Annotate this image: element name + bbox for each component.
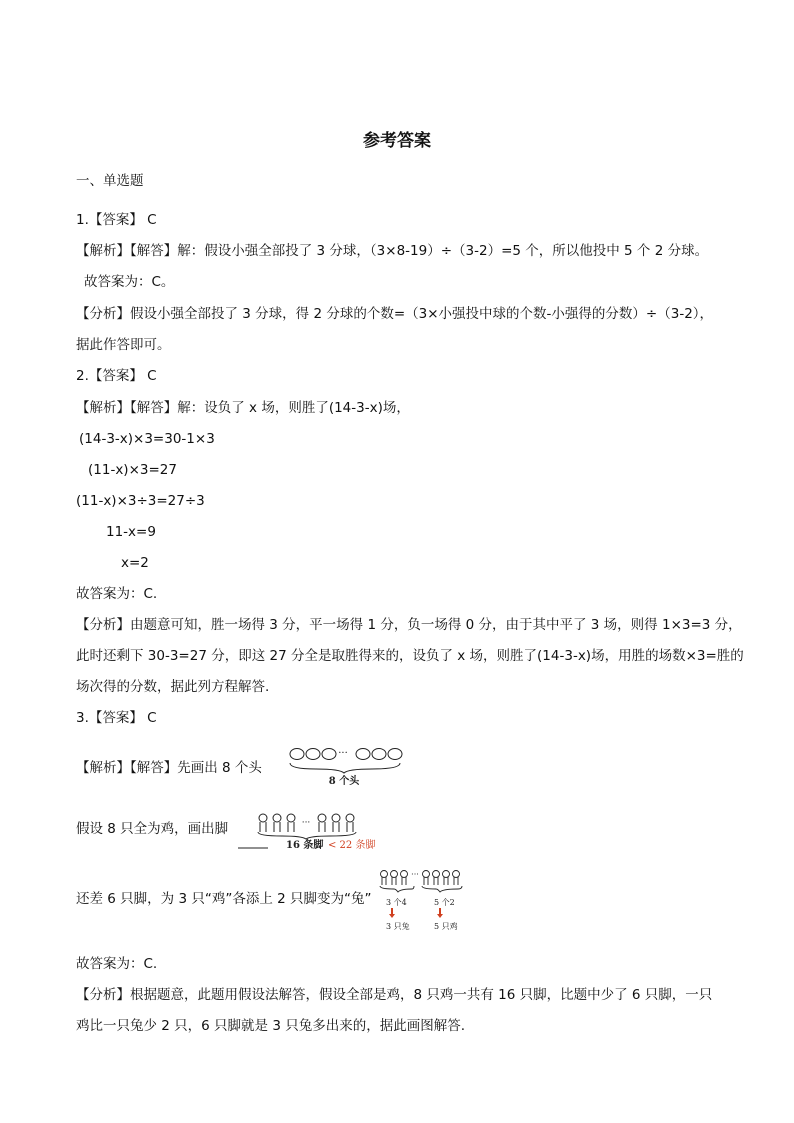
q2-equation-2: (11-x)×3=27 (88, 462, 177, 478)
q2-analysis-line2: 此时还剩下 30-3=27 分，即这 27 分全是取胜得来的，设负了 x 场，则胜了(14-3-x)场，用胜的场数×3=胜的 (76, 648, 744, 664)
heads-diagram (286, 743, 406, 785)
q2-explanation: 【解析】【解答】解：设负了 x 场，则胜了(14-3-x)场， (76, 400, 410, 416)
q3-answer: 3.【答案】 C (76, 710, 157, 726)
svg-text:···: ··· (301, 818, 311, 828)
q3-step1: 【解析】【解答】先画出 8 个头 (76, 760, 262, 776)
page-title: 参考答案 (363, 131, 431, 151)
q1-result: 故答案为：C。 (84, 274, 175, 290)
heads-label: 8 个头 (328, 776, 360, 787)
q2-equation-5: x=2 (121, 555, 149, 571)
q1-analysis-line2: 据此作答即可。 (76, 337, 171, 353)
q3-analysis-line2: 鸡比一只兔少 2 只，6 只脚就是 3 只兔多出来的，据此画图解答. (76, 1018, 466, 1034)
q1-explanation: 【解析】【解答】解：假设小强全部投了 3 分球，（3×8-19）÷（3-2）=5 个，所以他投中 5 个 2 分球。 (76, 243, 709, 259)
svg-text:···: ··· (338, 748, 348, 759)
q2-answer: 2.【答案】 C (76, 368, 157, 384)
rabbit-chicken-diagram (378, 868, 468, 934)
q2-equation-4: 11-x=9 (106, 524, 156, 540)
q3-result: 故答案为：C. (76, 956, 158, 972)
legs-count-label: 16 条脚 (286, 840, 324, 851)
q2-analysis-line3: 场次得的分数，据此列方程解答. (76, 679, 270, 695)
q1-analysis-line1: 【分析】假设小强全部投了 3 分球，得 2 分球的个数=（3×小强投中球的个数-小强得的分数）÷（3-2）， (76, 306, 714, 322)
rabbit-count-label: 3 个4 (386, 898, 407, 907)
section-heading: 一、单选题 (76, 173, 144, 189)
q1-answer: 1.【答案】 C (76, 212, 157, 228)
q2-analysis-line1: 【分析】由题意可知，胜一场得 3 分，平一场得 1 分，负一场得 0 分，由于其中平了 3 场，则得 1×3=3 分， (76, 617, 742, 633)
q2-equation-1: (14-3-x)×3=30-1×3 (79, 431, 215, 447)
chicken-result-label: 5 只鸡 (434, 922, 458, 931)
legs-diagram (238, 812, 376, 854)
q3-analysis-line1: 【分析】根据题意，此题用假设法解答，假设全部是鸡，8 只鸡一共有 16 只脚，比题中少了 6 只脚，一只 (76, 987, 713, 1003)
chicken-count-label: 5 个2 (434, 898, 455, 907)
q3-step2: 假设 8 只全为鸡，画出脚 (76, 821, 229, 837)
q2-result: 故答案为：C. (76, 586, 158, 602)
rabbit-result-label: 3 只兔 (386, 922, 410, 931)
q3-step3: 还差 6 只脚，为 3 只“鸡”各添上 2 只脚变为“兔” (76, 891, 372, 907)
legs-target-label: < 22 条脚 (328, 840, 376, 851)
svg-text:···: ··· (411, 870, 419, 879)
q2-equation-3: (11-x)×3÷3=27÷3 (76, 493, 205, 509)
